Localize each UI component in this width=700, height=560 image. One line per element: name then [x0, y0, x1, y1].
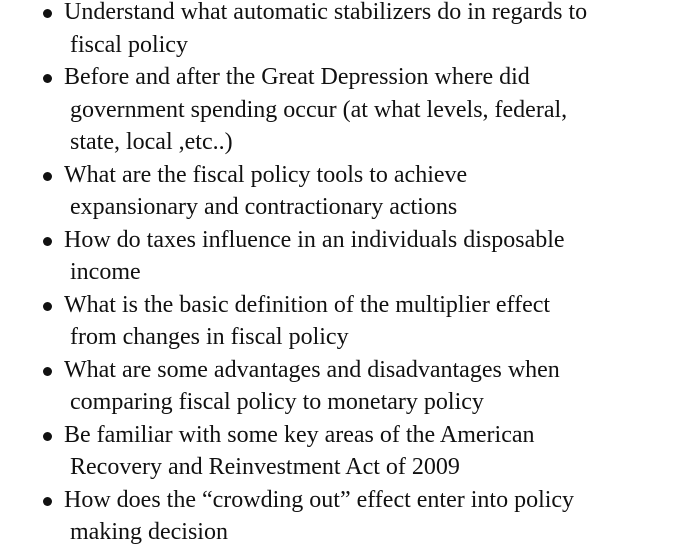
- bullet-icon: [43, 9, 52, 18]
- list-item: [42, 159, 682, 224]
- list-item-line: Recovery and Reinvestment Act of 2009: [70, 454, 460, 480]
- bullet-icon: [43, 497, 52, 506]
- bullet-icon: [43, 237, 52, 246]
- bullet-icon: [43, 302, 52, 311]
- bullet-icon: [43, 432, 52, 441]
- list-item: [42, 484, 682, 549]
- list-item: [42, 289, 682, 354]
- list-item: [42, 419, 682, 484]
- list-item: [42, 224, 682, 289]
- list-item-line: government spending occur (at what levels, federal,: [70, 96, 568, 123]
- list-item: [42, 354, 682, 419]
- bullet-icon: [43, 172, 52, 181]
- list-item-line: How does the “crowding out” effect enter into policy: [64, 486, 575, 513]
- list-item-line: comparing fiscal policy to monetary policy: [70, 389, 484, 415]
- list-item-line: How do taxes influence in an individuals disposable: [64, 226, 565, 253]
- list-item-line: making decision: [70, 519, 228, 545]
- list-item-line: fiscal policy: [70, 31, 188, 58]
- list-item-line: What are the fiscal policy tools to achieve: [64, 161, 468, 188]
- list-item: [42, 0, 682, 61]
- list-item-line: What is the basic definition of the multiplier effect: [64, 291, 551, 318]
- list-item-line: Understand what automatic stabilizers do in regards to: [64, 0, 588, 25]
- study-guide-list: [42, 0, 682, 549]
- bullet-icon: [43, 74, 52, 83]
- list-item-line: expansionary and contractionary actions: [70, 194, 458, 220]
- list-item-line: Be familiar with some key areas of the American: [64, 421, 535, 448]
- list-item-line: state, local ,etc..): [70, 129, 233, 155]
- list-item-line: Before and after the Great Depression where did: [64, 64, 530, 90]
- list-item-line: income: [70, 259, 141, 285]
- list-item-line: from changes in fiscal policy: [70, 324, 349, 350]
- list-item-line: What are some advantages and disadvantages when: [64, 356, 560, 383]
- list-item: [42, 61, 682, 159]
- bullet-icon: [43, 367, 52, 376]
